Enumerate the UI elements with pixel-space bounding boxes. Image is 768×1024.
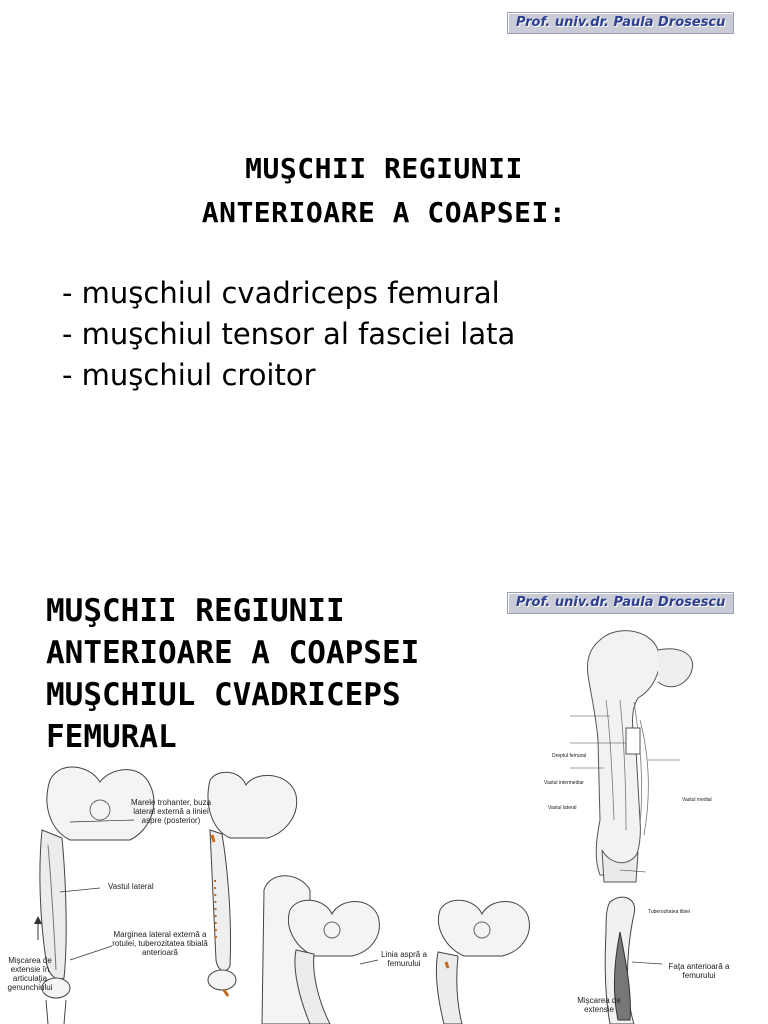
label-fata-anterioara: Faţa anterioară a femurului: [668, 962, 730, 980]
slide-title-line-4: FEMURAL: [46, 719, 177, 755]
label-marginea-laterala: Marginea lateral externă a rotulei, tuberozitatea tibială anterioară: [112, 930, 208, 957]
bullet-item: - muşchiul cvadriceps femural: [62, 276, 500, 310]
label-linia-aspra: Linia aspră a femurului: [381, 950, 427, 968]
author-badge: Prof. univ.dr. Paula Drosescu: [507, 12, 734, 34]
bullet-item: - muşchiul tensor al fasciei lata: [62, 317, 516, 351]
slide-title-line-2: ANTERIOARE A COAPSEI: [46, 635, 420, 671]
label-vastul-medial: Vastul medial: [682, 797, 712, 803]
femur-linea-aspera-illustration: [270, 890, 570, 1024]
label-vastul-lateral-left: Vastul lateral: [108, 882, 154, 891]
author-badge: Prof. univ.dr. Paula Drosescu: [507, 592, 734, 614]
label-tuberozitate: Tuberozitatea tibiei: [648, 909, 691, 915]
label-marele-trohanter: Marele trohanter, buza lateral externă a liniei aspre (posterior): [130, 798, 212, 825]
label-dreptul-femural: Dreptul femural: [552, 753, 587, 759]
quadriceps-illustration: [540, 620, 768, 915]
label-miscarea-extensie-genunchi: Mişcarea de extensie în articulaţia genunchiului: [7, 956, 53, 992]
label-miscarea-extensie: Mişcarea de extensie: [577, 996, 621, 1014]
slide-title-line-2: ANTERIOARE A COAPSEI:: [201, 196, 567, 229]
slide-title-line-1: MUŞCHII REGIUNII: [245, 152, 523, 185]
slide-title-line-1: MUŞCHII REGIUNII: [46, 593, 345, 629]
label-vastul-lateral: Vastul lateral: [548, 805, 577, 811]
femur-anterior-illustration: [570, 892, 768, 1024]
label-vastul-intermediar: Vastul intermediar: [544, 780, 584, 786]
slide-title-line-3: MUŞCHIUL CVADRICEPS: [46, 677, 401, 713]
bullet-item: - muşchiul croitor: [62, 358, 316, 392]
slide-2: [0, 580, 768, 1024]
